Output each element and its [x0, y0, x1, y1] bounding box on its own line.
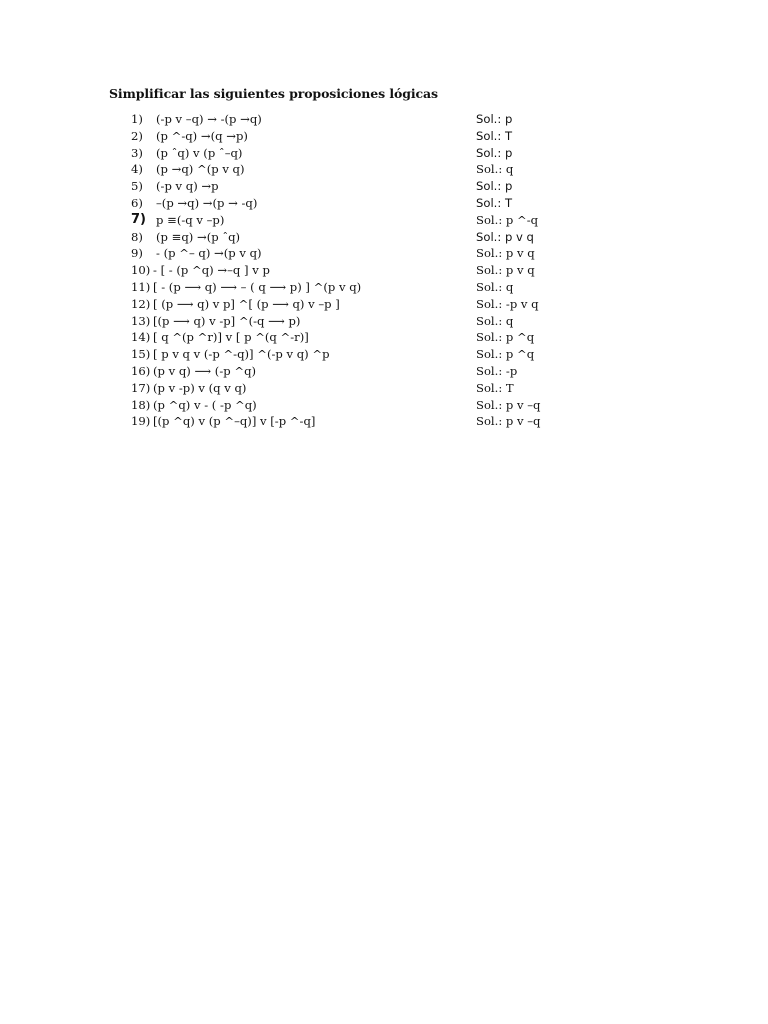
exercise-number: 3)	[131, 145, 143, 160]
exercise-row	[0, 212, 768, 229]
exercise-list	[0, 111, 768, 430]
exercise-row	[0, 413, 768, 430]
exercise-solution: Sol.: p v q	[476, 229, 534, 244]
exercise-solution: Sol.: -p v q	[476, 296, 539, 311]
exercise-number: 19)	[131, 414, 151, 429]
exercise-number: 14)	[131, 330, 151, 345]
exercise-number: 11)	[131, 279, 151, 294]
exercise-solution: Sol.: p	[476, 112, 513, 126]
exercise-solution: Sol.: p ^q	[476, 347, 535, 362]
exercise-number: 13)	[131, 313, 151, 328]
exercise-expression: (p ˆq) v (p ˆ–q)	[156, 145, 243, 160]
exercise-row	[0, 279, 768, 296]
exercise-number: 4)	[131, 162, 143, 177]
exercise-solution: Sol.: p v –q	[476, 397, 541, 412]
exercise-number: 15)	[131, 347, 151, 362]
exercise-number: 12)	[131, 296, 151, 311]
exercise-row	[0, 296, 768, 313]
exercise-expression: - (p ^– q) →(p v q)	[156, 246, 262, 261]
exercise-expression: [(p ^q) v (p ^–q)] v [-p ^-q]	[153, 414, 316, 429]
document-title: Simplificar las siguientes proposiciones lógicas	[109, 86, 438, 101]
exercise-expression: (p →q) ^(p v q)	[156, 162, 245, 177]
exercise-number: 5)	[131, 179, 143, 194]
exercise-expression: - [ - (p ^q) →–q ] v p	[153, 263, 270, 278]
exercise-solution: Sol.: p v q	[476, 246, 535, 261]
exercise-row	[0, 111, 768, 128]
exercise-expression: (p v -p) v (q v q)	[153, 380, 247, 395]
exercise-row	[0, 313, 768, 330]
exercise-row	[0, 229, 768, 246]
exercise-solution: Sol.: p ^q	[476, 330, 535, 345]
exercise-row	[0, 329, 768, 346]
exercise-solution: Sol.: p ^-q	[476, 212, 539, 227]
exercise-number: 9)	[131, 246, 143, 261]
exercise-expression: (p v q) ⟶ (-p ^q)	[153, 363, 257, 378]
exercise-expression: [ (p ⟶ q) v p] ^[ (p ⟶ q) v –p ]	[153, 296, 340, 311]
exercise-solution: Sol.: p	[476, 179, 513, 194]
exercise-expression: [ p v q v (-p ^-q)] ^(-p v q) ^p	[153, 347, 330, 362]
exercise-expression: –(p →q) →(p → -q)	[156, 195, 258, 210]
exercise-row	[0, 145, 768, 162]
exercise-number: 7)	[131, 211, 146, 227]
exercise-number: 1)	[131, 112, 143, 126]
exercise-number: 18)	[131, 397, 151, 412]
exercise-row	[0, 128, 768, 145]
exercise-expression: (p ≡q) →(p ˆq)	[156, 229, 241, 244]
exercise-solution: Sol.: q	[476, 279, 514, 294]
exercise-solution: Sol.: p v –q	[476, 414, 541, 429]
exercise-expression: [ - (p ⟶ q) ⟶ – ( q ⟶ p) ] ^(p v q)	[153, 279, 362, 294]
exercise-row	[0, 380, 768, 397]
exercise-number: 10)	[131, 263, 151, 278]
exercise-expression: (-p v –q) → -(p →q)	[156, 112, 262, 126]
exercise-expression: (p ^q) v - ( -p ^q)	[153, 397, 257, 412]
exercise-expression: [ q ^(p ^r)] v [ p ^(q ^-r)]	[153, 330, 309, 345]
exercise-number: 2)	[131, 128, 143, 143]
exercise-solution: Sol.: q	[476, 162, 514, 177]
exercise-row	[0, 245, 768, 262]
exercise-row	[0, 346, 768, 363]
exercise-solution: Sol.: T	[476, 380, 514, 395]
exercise-solution: Sol.: T	[476, 128, 513, 143]
exercise-row	[0, 262, 768, 279]
exercise-expression: (p ^-q) →(q →p)	[156, 128, 248, 143]
exercise-row	[0, 397, 768, 414]
exercise-expression: [(p ⟶ q) v -p] ^(-q ⟶ p)	[153, 313, 301, 328]
exercise-solution: Sol.: q	[476, 313, 514, 328]
exercise-row	[0, 178, 768, 195]
exercise-number: 6)	[131, 195, 143, 210]
exercise-expression: (-p v q) →p	[156, 179, 219, 194]
exercise-number: 16)	[131, 363, 151, 378]
exercise-solution: Sol.: -p	[476, 363, 518, 378]
exercise-number: 17)	[131, 380, 151, 395]
exercise-solution: Sol.: T	[476, 195, 513, 210]
exercise-solution: Sol.: p	[476, 145, 513, 160]
exercise-expression: p ≡(-q v –p)	[156, 212, 225, 227]
exercise-number: 8)	[131, 229, 143, 244]
exercise-row	[0, 363, 768, 380]
exercise-solution: Sol.: p v q	[476, 263, 535, 278]
exercise-row	[0, 195, 768, 212]
exercise-row	[0, 161, 768, 178]
